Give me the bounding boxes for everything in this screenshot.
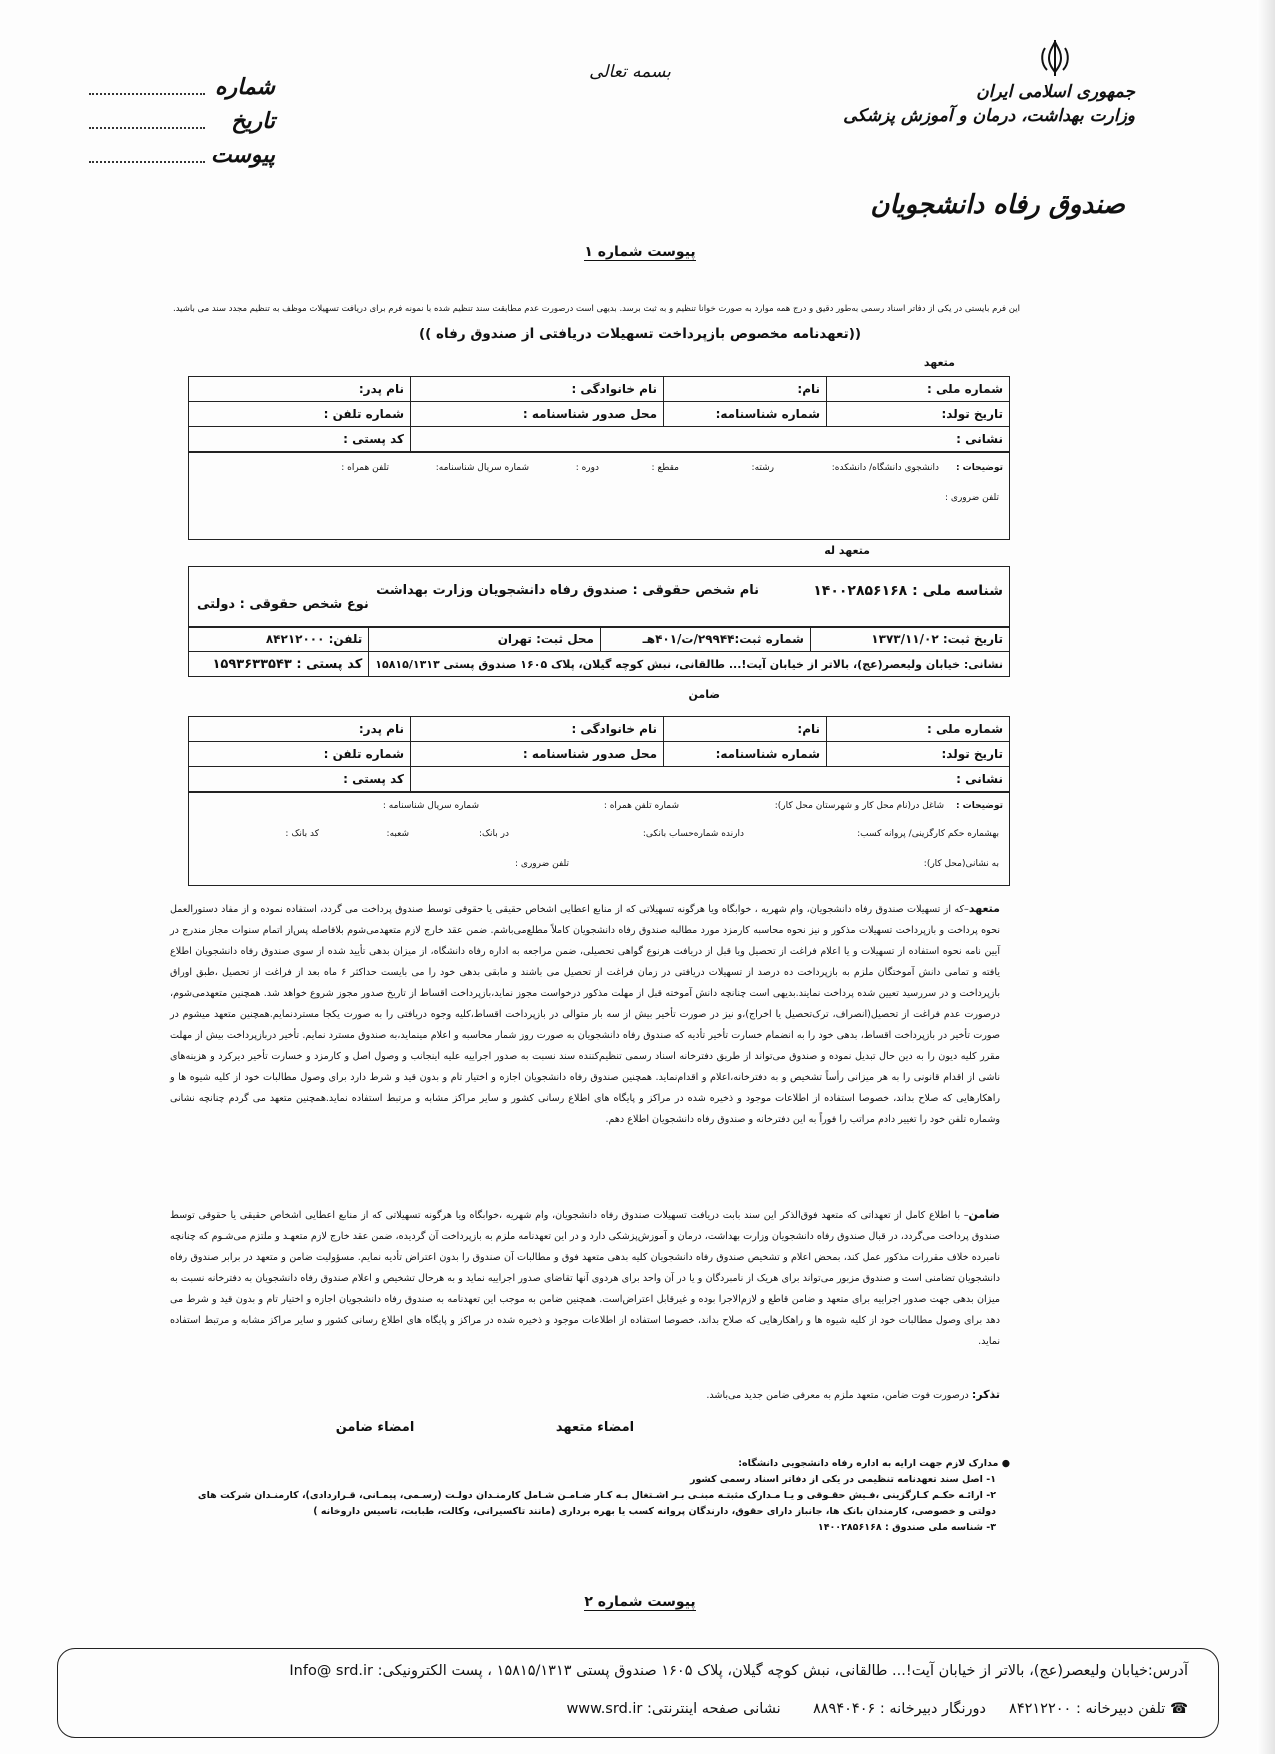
guarantor-phone: شماره تلفن : xyxy=(189,742,411,767)
obligee-table xyxy=(188,626,1010,677)
obligee-reg-place: محل ثبت: تهران xyxy=(369,627,601,652)
guarantor-employment-order: بهشماره حکم کارگزینی/ پروانه کسب: xyxy=(857,829,999,839)
obligor-notes-box xyxy=(188,452,1010,540)
required-docs-title: ● مدارک لازم جهت ارایه به اداره رفاه دانشجویی دانشگاه: xyxy=(738,1458,1010,1469)
required-documents xyxy=(180,1456,1010,1536)
guarantor-work-address: به نشانی(محل کار): xyxy=(923,859,999,869)
number-dots xyxy=(89,79,205,95)
guarantor-postal: کد پستی : xyxy=(189,767,411,792)
obligor-last-name: نام خانوادگی : xyxy=(411,377,664,402)
meta-date xyxy=(85,104,275,138)
guarantor-mobile: شماره تلفن همراه : xyxy=(603,801,679,811)
footer-phone: تلفن دبیرخانه : ۸۴۲۱۲۲۰۰ xyxy=(1009,1701,1166,1717)
number-label: شماره xyxy=(214,74,275,100)
obligor-national-id: شماره ملی : xyxy=(827,377,1010,402)
obligor-signature: امضاء متعهد xyxy=(555,1420,635,1435)
guarantor-father-name: نام پدر: xyxy=(189,717,411,742)
obligor-emergency-phone: تلفن ضروری : xyxy=(945,493,999,503)
obligor-mobile: تلفن همراه : xyxy=(341,463,389,473)
document-title: ((تعهدنامه مخصوص بازپرداخت تسهیلات دریافتی از صندوق رفاه )) xyxy=(418,326,862,342)
obligor-notes-label: توضیحات : xyxy=(955,463,1003,473)
obligee-reg-date: تاریخ ثبت: ۱۳۷۳/۱۱/۰۲ xyxy=(810,627,1009,652)
footer-box xyxy=(57,1648,1219,1738)
guarantor-account-number: دارنده شماره‌حساب بانکی: xyxy=(642,829,744,839)
obligor-id-number: شماره شناسنامه: xyxy=(664,402,827,427)
guarantor-text-body: – با اطلاع کامل از تعهداتی که متعهد فوق‌الذکر این سند بابت دریافت تسهیلات صندوق رفاه دانشجویان، وام شهریه ،خوابگاه ویا هرگونه تسهیلاتی که از منابع اعطایی اشخاص حقیقی یا حقوقی توسط صندوق پرداخت می‌گردد، در قبال صندوق رفاه دانشجویان وزارت بهداشت، درمان و آموزش‌پزشکی دارد و در این تعهدنامه ملزم به بازپرداخت آن گردیده، ضمن عقد خارج لازم متعهـد و ملتزم می‌شـوم که چنانچه نامبرده خلاف مقررات مذکور عمل کند، بمحض اعلام و تشخیص صندوق رفاه دانشجویان کلیه بدهی متعهد فوق و مطالبات آن صندوق را بدون اعتراض تأدیه نمایم. مسؤولیت ضامن و متعهد در برابر صندوق رفاه دانشجویان تضامنی است و صندوق مزبور می‌تواند برای هریک از نامبردگان و یا در آن واحد برای هردوی آنها تقاضای صدور اجراییه نماید و به هرحال تشخیص و اعلام صندوق رفاه دانشجویان به دفترخانه نسبت به میزان بدهی جهت صدور اجراییه برای متعهد و ضامن قاطع و لازم‌الاجرا بوده و غیرقابل اعتراض‌است. همچنین ضامن به موجب این تعهدنامه به صندوق رفاه دانشجویان اجازه و اختیار تام و بدون قید و شرط می دهد برای وصول مطالبات خود از کلیه شیوه ها و راهکارهایی که صلاح بداند، خصوصا استفاده از اطلاعات موجود و ذخیره شده در مراکز و پایگاه های اطلاع رسانی کشور و سایر مراکز مشابه و مرتبط استفاده نماید. xyxy=(170,1210,1000,1347)
required-doc-item: ۱- اصل سند تعهدنامه تنظیمی در یکی از دفاتر اسناد رسمی کشور xyxy=(689,1474,996,1485)
obligor-table xyxy=(188,376,1010,452)
obligor-id-place: محل صدور شناسنامه : xyxy=(411,402,664,427)
reminder xyxy=(170,1384,1000,1406)
guarantor-workplace: شاغل در(نام محل کار و شهرستان محل کار): xyxy=(774,801,944,811)
obligor-first-name: نام: xyxy=(664,377,827,402)
obligor-text-body: –که از تسهیلات صندوق رفاه دانشجویان، وام شهریه ، خوابگاه ویا هرگونه تسهیلاتی که از منابع اعطایی اشخاص حقیقی یا حقوقی توسط صندوق پرداخت می گردد، استفاده نموده و از مفاد دستورالعمل نحوه پرداخت و بازپرداخت تسهیلات مذکور و نیز نحوه محاسبه کارمزد مورد مطالبه صندوق رفاه دانشجویان کاملاً مطلع‌می‌باشم. ضمن عقد خارج لازم متعهدمی‌شوم بلافاصله پس‌از اتمام سنوات مجاز مندرج در آیین نامه نحوه استفاده از تسهیلات و یا اعلام فراغت از تحصیل ویا قبل از دریافت هرنوع گواهی تحصیلی، ضمن مراجعه به اداره رفاه دانشگاه، از میزان بدهی تأیید شده از سوی صندوق رفاه دانشجویان اطلاع یافته و تمامی دانش آموختگان ملزم به بازپرداخت ده درصد از تسهیلات دریافتی در زمان فراغت از تحصیل می باشند و مابقی بدهی خود را می بایست حداکثر ۶ ماه بعد از فراغت از تحصیل ،طبق اوراق بازپرداخت و در سررسید تعیین شده پرداخت نمایند.بدیهی است چنانچه دانش آموخته قبل از مهلت مذکور درخواست مجوز نماید،بازپرداخت اقساط از تاریخ صدور مجوز شروع خواهد شد. همچنین متعهدمی‌شوم، درصورت عدم فراغت از تحصیل(انصراف، ترک‌تحصیل یا اخراج)،و نیز در صورت تأخیر بیش از سه بار متوالی در بازپرداخت اقساط،کلیه وجوه دریافتی را به صورت یکجا مستردنمایم.همچنین متعهد میشوم در صورت تأخیر در بازپرداخت اقساط، بدهی خود را به انضمام خسارت تأخیر تأدیه که صندوق رفاه دانشجویان به صورت روز شمار محاسبه و اعلام مینماید،به صندوق مسترد نمایم. تأخیر دربازپرداخت بیش از مهلت مقرر کلیه دیون را به دین حال تبدیل نموده و صندوق می‌تواند از طریق دفترخانه اسناد رسمی تنظیم‌کننده سند نسبت به صدور اجراییه علیه اینجانب و وصول اصل و کارمزد و خسارت تأخیر دیرکرد و هزینه‌های ناشی از اقدام قانونی را به هر میزانی رأساً تشخیص و به دفترخانه،اعلام و اقدام‌نماید. همچنین صندوق رفاه دانشجویان اجازه و اختیار تام و بدون قید و شرط دارد برای وصول مطالبات خود از کلیه شیوه ها و راهکارهایی که صلاح بداند، خصوصا استفاده از اطلاعات موجود و ذخیره شده در مراکز و پایگاه های اطلاع رسانی کشور و سایر مراکز مشابه و مرتبط استفاده نماید.همچنین متعهد می گردم چنانچه نشانی وشماره تلفن خود را تغییر دادم مراتب را فوراً به این دفترخانه و صندوق رفاه دانشجویان اطلاع دهم. xyxy=(170,904,1000,1125)
obligee-tag: متعهد له xyxy=(824,544,870,557)
ministry-line2: وزارت بهداشت، درمان و آموزش پزشکی xyxy=(843,106,1135,126)
obligor-father-name: نام پدر: xyxy=(189,377,411,402)
obligor-id-serial: شماره سریال شناسنامه: xyxy=(435,463,529,473)
obligee-reg-number: شماره ثبت:۲۹۹۴۴/ت/۴۰۱هـ xyxy=(601,627,811,652)
guarantor-signature: امضاء ضامن xyxy=(335,1420,415,1435)
obligor-field: رشته: xyxy=(751,463,774,473)
annex-2-text: پیوست شماره ۲ xyxy=(584,1594,696,1610)
fund-name: صندوق رفاه دانشجویان xyxy=(870,190,1125,220)
guarantor-commitment-text xyxy=(170,1204,1000,1352)
footer-fax: دورنگار دبیرخانه : ۸۸۹۴۰۴۰۶ xyxy=(812,1701,986,1717)
required-doc-item: ۲- ارائـه حکـم کـارگزینی ،فـیش حقـوقی و یـا مـدارک مثبتـه مبنـی بـر اشـتغال بـه کـار ضـامـن شـامل کارمنـدان دولـت (رسـمی، پیمـانی، قـراردادی)، کارمنـدان شرکت های دولتی و خصوصی، کارمندان بانک ها، جانباز دارای حقوق، دارندگان پروانه کسب یا بهره برداری (مانند تاکسیرانی، وکالت، طبابت، تاسیس داروخانه ) xyxy=(197,1490,996,1517)
obligor-postal: کد پستی : xyxy=(189,427,411,452)
attachment-dots xyxy=(89,147,205,163)
obligor-phone: شماره تلفن : xyxy=(189,402,411,427)
obligee-top-box xyxy=(188,566,1010,628)
obligee-phone: تلفن: ۸۴۲۱۲۰۰۰ xyxy=(189,627,369,652)
guarantor-id-number: شماره شناسنامه: xyxy=(664,742,827,767)
ministry-line1: جمهوری اسلامی ایران xyxy=(976,82,1135,102)
obligor-commitment-text xyxy=(170,898,1000,1130)
guarantor-notes-label: توضیحات : xyxy=(955,801,1003,811)
obligor-degree: مقطع : xyxy=(651,463,679,473)
date-dots xyxy=(89,113,205,129)
annex-2-title xyxy=(520,1594,760,1610)
guarantor-last-name: نام خانوادگی : xyxy=(411,717,664,742)
obligor-address: نشانی : xyxy=(411,427,1010,452)
meta-attachment xyxy=(85,138,275,172)
guarantor-branch: شعبه: xyxy=(386,829,409,839)
meta-number xyxy=(85,70,275,104)
scan-edge xyxy=(1257,0,1275,1754)
required-doc-item: ۳- شناسه ملی صندوق : ۱۴۰۰۲۸۵۶۱۶۸ xyxy=(817,1522,996,1533)
ministry-name xyxy=(835,80,1135,128)
phone-icon: ☎ xyxy=(1169,1701,1188,1717)
reminder-body: درصورت فوت ضامن، متعهد ملزم به معرفی ضامن جدید می‌باشد. xyxy=(706,1390,969,1401)
annex-1-text: پیوست شماره ۱ xyxy=(584,244,696,260)
footer-address: آدرس:خیابان ولیعصر(عج)، بالاتر از خیابان آیت!... طالقانی، نبش کوچه گیلان، پلاک ۱۶۰۵ صندوق پستی ۱۵۸۱۵/۱۳۱۳ ، پست الکترونیکی: Info@ srd.ir xyxy=(289,1663,1188,1679)
guarantor-first-name: نام: xyxy=(664,717,827,742)
footer-contact xyxy=(566,1701,1188,1717)
guarantor-address: نشانی : xyxy=(411,767,1010,792)
reminder-label: تذکر: xyxy=(971,1388,1000,1401)
guarantor-text-label: ضامن xyxy=(968,1208,1000,1221)
guarantor-birth-date: تاریخ تولد: xyxy=(827,742,1010,767)
obligor-term: دوره : xyxy=(575,463,599,473)
obligor-tag: متعهد xyxy=(923,356,955,369)
guarantor-tag: ضامن xyxy=(688,688,720,701)
guarantor-bank-code: کد بانک : xyxy=(285,829,319,839)
obligee-legal-type: نوع شخص حقوقی : دولتی xyxy=(197,597,369,612)
letter-meta xyxy=(85,70,275,172)
date-label: تاریخ xyxy=(231,108,275,134)
obligor-university: دانشجوی دانشگاه/ دانشکده: xyxy=(831,463,939,473)
obligor-text-label: متعهد xyxy=(968,902,1000,915)
form-note: این فرم بایستی در یکی از دفاتر اسناد رسمی به‌طور دقیق و درج همه موارد به صورت خوانا تنظیم و به ثبت برسد. بدیهی است درصورت عدم مطابقت سند تنظیم شده با نمونه فرم برای دریافت تسهیلات موظف به تنظیم مجدد سند می باشید. xyxy=(173,304,1020,314)
obligee-address: نشانی: خیابان ولیعصر(عج)، بالاتر از خیابان آیت!... طالقانی، نبش کوچه گیلان، پلاک ۱۶۰۵ صندوق پستی ۱۵۸۱۵/۱۳۱۳ xyxy=(369,652,1010,677)
obligor-birth-date: تاریخ تولد: xyxy=(827,402,1010,427)
obligee-postal: کد پستی : ۱۵۹۳۶۳۳۵۴۳ xyxy=(189,652,369,677)
iran-emblem-icon xyxy=(1035,38,1075,78)
attachment-label: پیوست xyxy=(210,142,275,168)
guarantor-id-place: محل صدور شناسنامه : xyxy=(411,742,664,767)
bismillah: بسمه تعالی xyxy=(589,62,671,82)
guarantor-table xyxy=(188,716,1010,792)
obligee-national-id: شناسه ملی : ۱۴۰۰۲۸۵۶۱۶۸ xyxy=(813,583,1003,599)
guarantor-notes-box xyxy=(188,792,1010,886)
required-docs-title-text: مدارک لازم جهت ارایه به اداره رفاه دانشجویی دانشگاه: xyxy=(738,1458,999,1469)
obligee-legal-name: نام شخص حقوقی : صندوق رفاه دانشجویان وزارت بهداشت xyxy=(376,583,759,598)
guarantor-bank: در بانک: xyxy=(478,829,509,839)
guarantor-emergency-phone: تلفن ضروری : xyxy=(515,859,569,869)
guarantor-id-serial: شماره سریال شناسنامه : xyxy=(382,801,479,811)
annex-1-title xyxy=(520,244,760,260)
guarantor-national-id: شماره ملی : xyxy=(827,717,1010,742)
footer-website: نشانی صفحه اینترنتی: www.srd.ir xyxy=(566,1701,781,1717)
